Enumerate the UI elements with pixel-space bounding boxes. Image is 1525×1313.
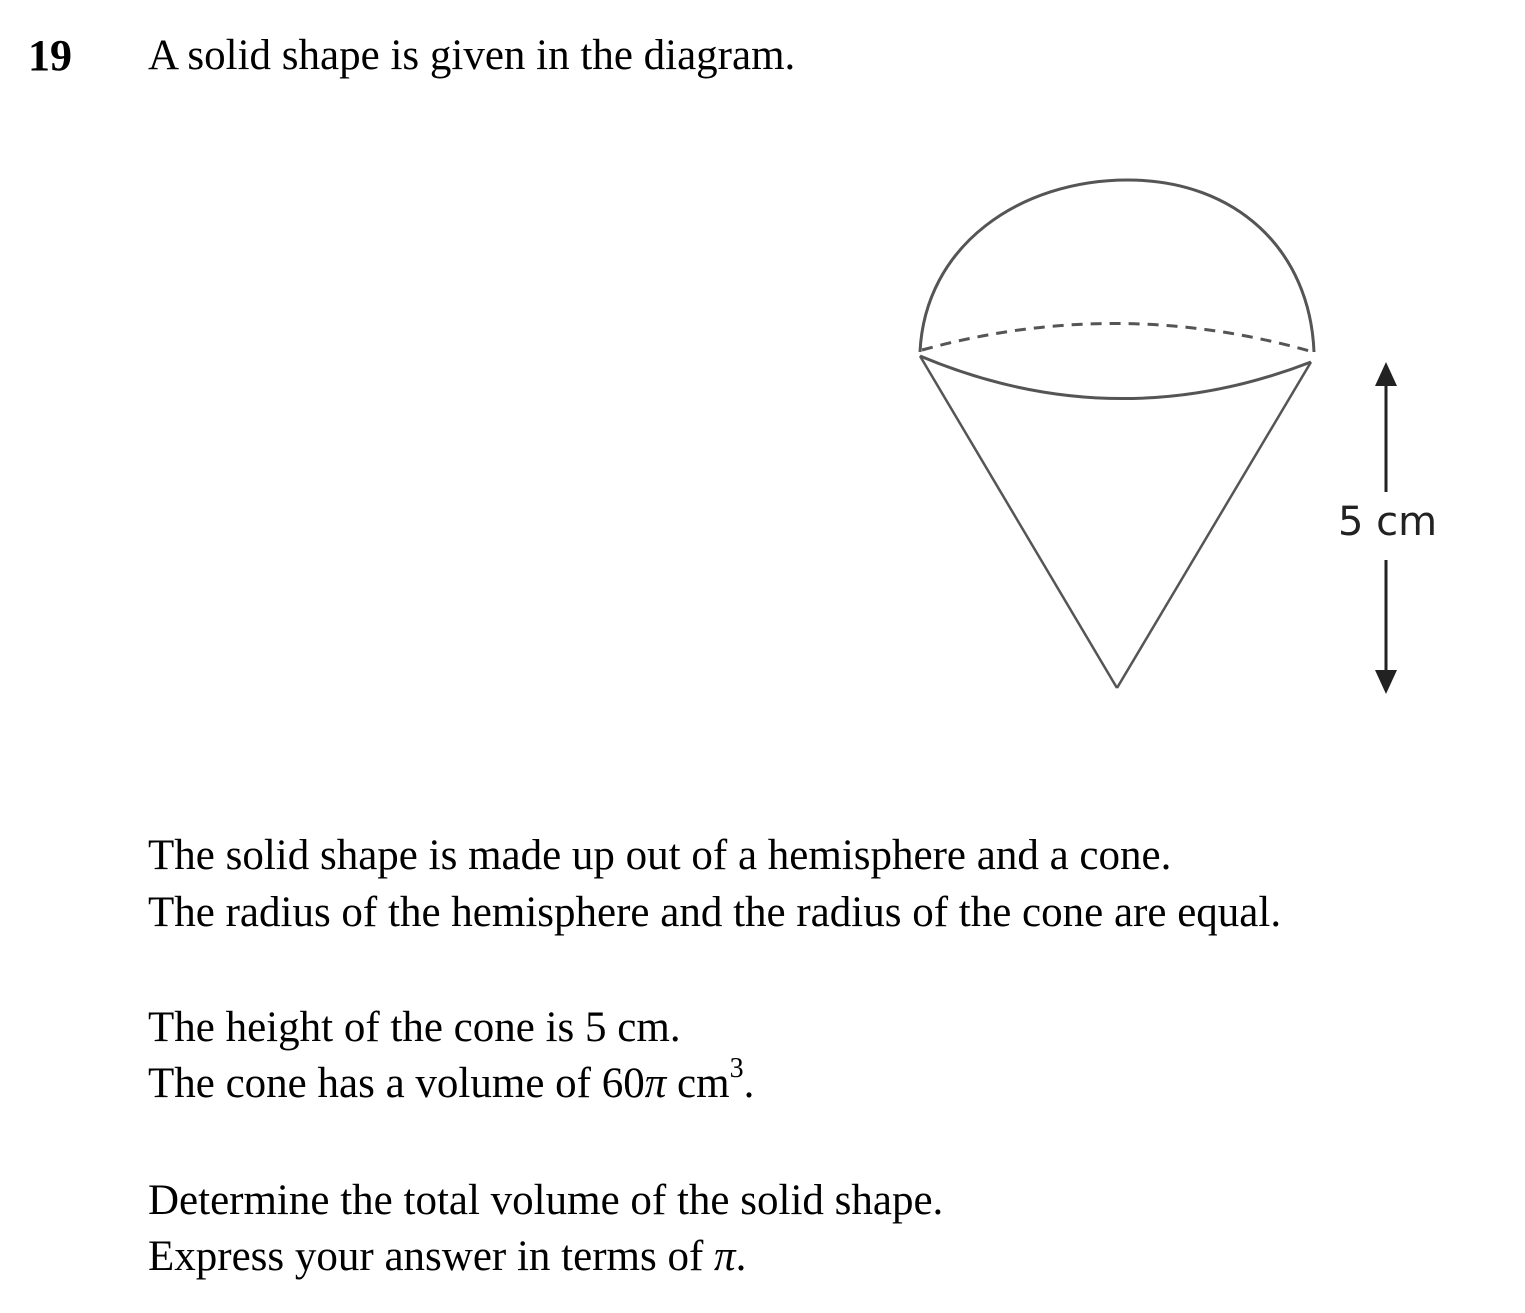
height-arrow-down-head	[1375, 670, 1397, 694]
pi-symbol: π	[644, 1060, 667, 1107]
sentence-end: .	[743, 1060, 755, 1107]
statement-line-4	[148, 1053, 755, 1115]
volume-unit: cm	[666, 1060, 730, 1107]
statement-line-2: The radius of the hemisphere and the radius of the cone are equal.	[148, 889, 1282, 936]
statement-line-3: The height of the cone is 5 cm.	[148, 1004, 681, 1051]
cone-left-side	[920, 356, 1117, 688]
instruction-line-1: Determine the total volume of the solid shape.	[148, 1177, 944, 1224]
hemisphere-outline	[920, 180, 1314, 352]
cone-height-label: 5 cm	[1330, 498, 1445, 546]
volume-text: The cone has a volume of 60	[148, 1060, 645, 1107]
height-arrow-up-head	[1375, 362, 1397, 386]
hemisphere-base-hidden-edge	[922, 323, 1313, 352]
statement-line-1: The solid shape is made up out of a hemisphere and a cone.	[148, 832, 1172, 879]
cone-right-side	[1117, 362, 1311, 688]
sentence-end: .	[735, 1233, 747, 1280]
question-intro: A solid shape is given in the diagram.	[148, 32, 796, 79]
pi-symbol: π	[714, 1233, 736, 1280]
instruction-text: Express your answer in terms of	[148, 1233, 715, 1280]
question-number: 19	[28, 31, 72, 80]
hemisphere-base-front-edge	[920, 356, 1311, 399]
instruction-line-2	[148, 1231, 746, 1283]
unit-exponent: 3	[729, 1053, 744, 1084]
